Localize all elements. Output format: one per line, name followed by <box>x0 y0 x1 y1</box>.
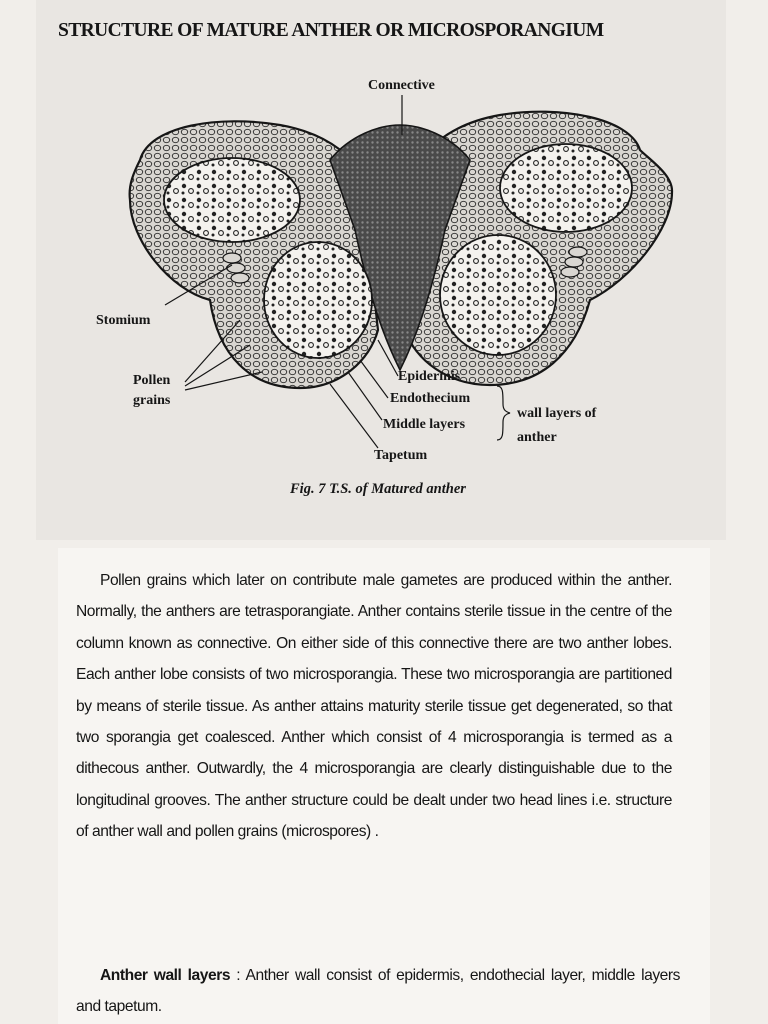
label-pollen-line2: grains <box>133 393 171 408</box>
label-wall-layers-line2: anther <box>517 430 557 445</box>
label-epidermis: Epidermis <box>398 369 461 384</box>
paragraph-anther-wall <box>76 960 680 1023</box>
label-tapetum: Tapetum <box>374 448 428 463</box>
label-pollen-line1: Pollen <box>133 373 171 388</box>
paragraph-intro: Pollen grains which later on contribute male gametes are produced within the anther. Normally, the anthers are tetrasporangiate. Anther contains sterile tissue in the centre of the column known as connective. On either side of this connective there are two anther lobes. Each anther lobe consists of two microsporangia. These two microsporangia are partitioned by means of sterile tissue. As anther attains maturity sterile tissue get degenerated, so that two sporangia get coalesced. Anther which consist of 4 microsporangia is termed as a dithecous anther. Outwardly, the 4 microsporangia are clearly distinguishable due to the longitudinal grooves. The anther structure could be dealt under two head lines i.e. structure of anther wall and pollen grains (microspores) . <box>76 572 672 841</box>
paragraph-anther-wall-heading: Anther wall layers <box>100 967 231 984</box>
anther-drawing <box>130 112 672 388</box>
label-endothecium: Endothecium <box>390 391 471 406</box>
label-connective: Connective <box>368 78 435 93</box>
label-wall-layers-line1: wall layers of <box>517 406 597 421</box>
label-middle-layers: Middle layers <box>383 417 466 432</box>
paragraph-anther-wall-body: Anther wall consist of epidermis, endothecial layer, middle layers and tapetum. <box>76 967 680 1016</box>
paragraph-anther-wall-sep: : <box>230 967 246 984</box>
label-stomium: Stomium <box>96 313 151 328</box>
figure-caption: Fig. 7 T.S. of Matured anther <box>290 481 466 497</box>
page-title: STRUCTURE OF MATURE ANTHER OR MICROSPORANGIUM <box>58 20 604 41</box>
